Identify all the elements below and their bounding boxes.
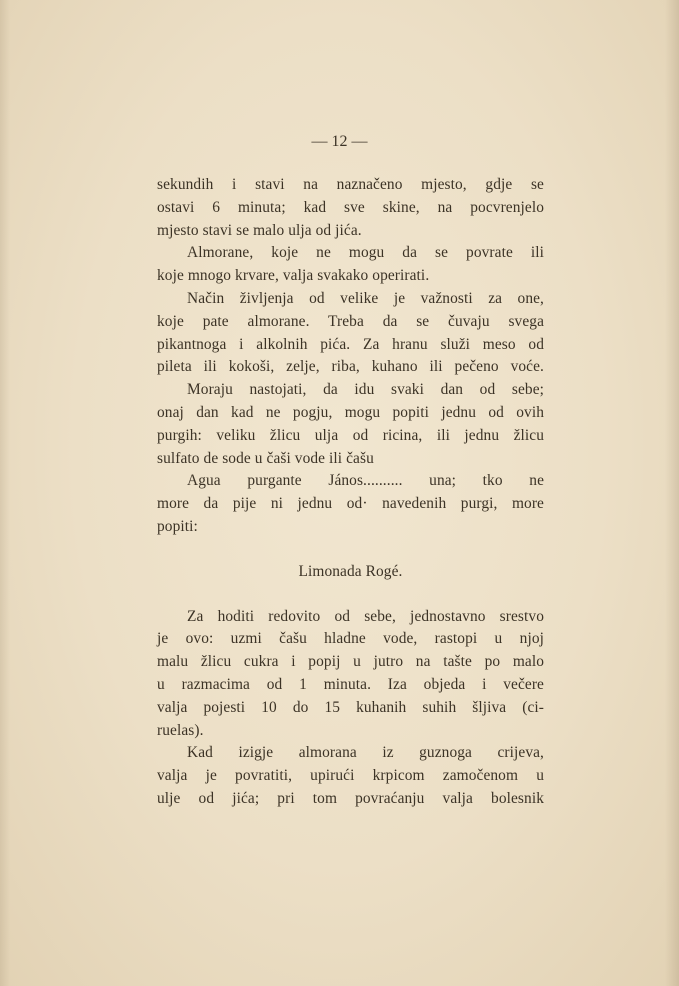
spacer (157, 584, 544, 606)
text-line: Agua purgante János.......... una; tko ne (187, 472, 544, 490)
text-line: je ovo: uzmi čašu hladne vode, rastopi u njoj (157, 630, 544, 648)
text-line: pikantnoga i alkolnih pića. Za hranu služi meso od (157, 335, 544, 353)
text-line: mjesto stavi se malo ulja od jića. (157, 221, 362, 239)
text-line: Almorane, koje ne mogu da se povrate ili (187, 244, 544, 262)
text-line: popiti: (157, 517, 198, 535)
text-line: ostavi 6 minuta; kad sve skine, na pocvrenjelo (157, 198, 544, 216)
text-line: valja je povratiti, upirući krpicom zamočenom u (157, 767, 544, 785)
text-line: Način življenja od velike je važnosti za one, (187, 289, 544, 307)
text-line: ulje od jića; pri tom povraćanju valja bolesnik (157, 789, 544, 807)
text-line: Kad izigje almorana iz guznoga crijeva, (187, 744, 544, 762)
text-line: sulfato de sode u čaši vode ili čašu (157, 449, 374, 467)
text-line: onaj dan kad ne pogju, mogu popiti jednu od ovih (157, 403, 544, 421)
text-line: malu žlicu cukra i popij u jutro na tašte po malo (157, 653, 544, 671)
text-line: more da pije ni jednu od· navedenih purgi, more (157, 495, 544, 513)
text-line: ruelas). (157, 721, 204, 739)
text-line: Moraju nastojati, da idu svaki dan od sebe; (187, 381, 544, 399)
text-line: u razmacima od 1 minuta. Iza objeda i večere (157, 675, 544, 693)
text-line: purgih: veliku žlicu ulja od ricina, ili jednu žlicu (157, 426, 544, 444)
text-line: pileta ili kokoši, zelje, riba, kuhano ili pečeno voće. (157, 358, 544, 376)
text-line: Za hoditi redovito od sebe, jednostavno srestvo (187, 607, 544, 625)
text-line: sekundih i stavi na naznačeno mjesto, gdje se (157, 176, 544, 193)
text-line: valja pojesti 10 do 15 kuhanih suhih šljiva (ci- (157, 698, 544, 716)
text-line: koje pate almorane. Treba da se čuvaju svega (157, 312, 544, 330)
spacer (157, 539, 544, 561)
text-line: koje mnogo krvare, valja svakako operirati. (157, 267, 430, 285)
section-heading: Limonada Rogé. (298, 562, 403, 580)
body-text (157, 174, 544, 811)
page-number: — 12 — (311, 133, 368, 150)
